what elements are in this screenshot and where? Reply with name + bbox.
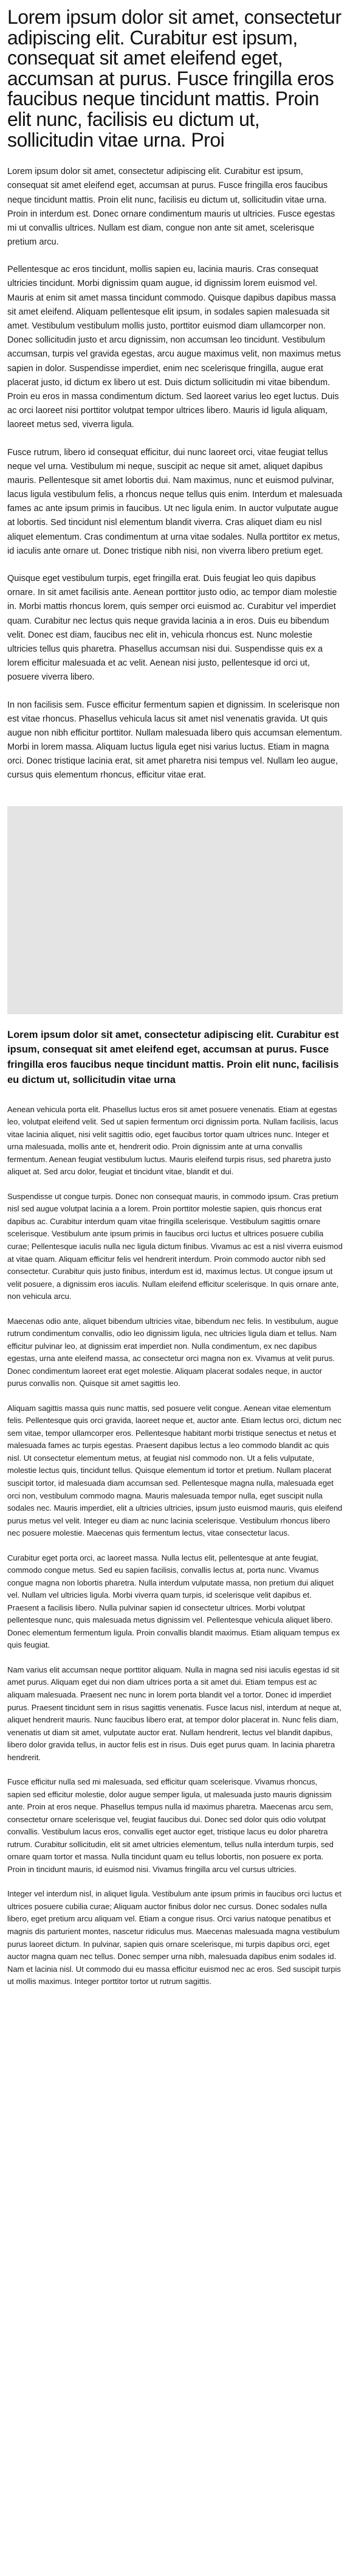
body-paragraph: Lorem ipsum dolor sit amet, consectetur adipiscing elit. Curabitur est ipsum, consequat sit amet eleifend eget, accumsan at purus. Fusce fringilla eros faucibus neque tincidunt mattis. Proin elit nunc, facilisis eu dictum ut, sollicitudin vitae urna. Proin in interdum est. Donec ornare condimentum mauris ut ultricies. Fusce egestas mi ut convallis ultrices. Nullam est diam, congue non ante sit amet, scelerisque pretium arcu. xyxy=(7,167,335,248)
body-paragraph: Curabitur eget porta orci, ac laoreet massa. Nulla lectus elit, pellentesque at ante feugiat, commodo congue metus. Sed eu sapien facilisis, convallis lectus at, porta nunc. Vivamus congue magna non lobortis pharetra. Nulla interdum vulputate massa, non pretium dui aliquet vel. Nullam vel ultricies ligula. Morbi viverra quam turpis, id scelerisque velit dapibus et. Praesent a facilisis libero. Nulla pulvinar sapien id consectetur ultrices. Morbi volutpat pellentesque nunc, quis malesuada metus dignissim vel. Pellentesque vehicula aliquet libero. Donec elementum fermentum ligula. Proin convallis blandit maximus. Etiam aliquam tempus ex quis feugiat. xyxy=(7,1553,340,1650)
body-paragraph: Aliquam sagittis massa quis nunc mattis, sed posuere velit congue. Aenean vitae elementum felis. Pellentesque quis orci gravida, laoreet neque et, auctor ante. Etiam lectus orci, dictum nec sem vitae, tempor ullamcorper eros. Pellentesque habitant morbi tristique senectus et netus et malesuada fames ac turpis egestas. Praesent dapibus lectus a leo commodo blandit ac quis nisl. Ut consectetur elementum metus, at feugiat nisl commodo non. Ut a felis vulputate, molestie lectus quis, tincidunt tellus. Quisque elementum id tortor et pretium. Nullam placerat suscipit tortor, id malesuada diam accumsan sed. Pellentesque magna nulla, malesuada eget orci non, vestibulum commodo magna. Mauris malesuada tempor nulla, eget suscipit nulla sodales nec. Mauris imperdiet, elit a ultricies ultricies, ipsum justo euismod mauris, quis eleifend purus metus vel velit. Integer eu diam ac nunc lacinia scelerisque. Vestibulum rhoncus libero nec posuere molestie. Maecenas quis fermentum lectus, vitae consectetur lacus. xyxy=(7,1403,343,1538)
body-paragraph: Pellentesque ac eros tincidunt, mollis sapien eu, lacinia mauris. Cras consequat ultricies tincidunt. Morbi dignissim quam augue, id dignissim lorem euismod vel. Mauris at enim sit amet massa tincidunt commodo. Quisque dapibus dapibus massa sit amet eleifend. Aliquam pellentesque elit ipsum, in sodales sapien malesuada sit amet. Vestibulum vestibulum mollis justo, porttitor euismod diam ullamcorper non. Donec sollicitudin justo et arcu dignissim, non accumsan leo tincidunt. Vestibulum accumsan, turpis vel gravida egestas, arcu augue maximus velit, non maximus metus sapien in dolor. Suspendisse imperdiet, enim nec scelerisque fringilla, augue erat placerat justo, id dictum ex libero ut est. Duis dictum sollicitudin mi vitae bibendum. Proin eu eros in massa condimentum dictum. Sed laoreet varius leo eget luctus. Duis ac orci laoreet nisi porttitor volutpat tempor ultrices libero. Mauris id ligula aliquam, laoreet metus sed, viverra ligula. xyxy=(7,265,341,430)
body-paragraph: In non facilisis sem. Fusce efficitur fermentum sapien et dignissim. In scelerisque non est vitae rhoncus. Phasellus vehicula lacus sit amet nisl venenatis gravida. Ut quis augue non nibh efficitur porttitor. Nullam malesuada libero quis accumsan elementum. Morbi in lorem massa. Aliquam luctus ligula eget nisi varius luctus. Etiam in magna orci. Donec tristique lacinia erat, sit amet pharetra nisi tempus vel. Nullam leo augue, cursus quis elementum rhoncus, efficitur vitae erat. xyxy=(7,700,343,781)
article-body-section-two xyxy=(7,1104,343,1988)
image-caption: Lorem ipsum dolor sit amet, consectetur adipiscing elit. Curabitur est ipsum, consequat sit amet eleifend eget, accumsan at purus. Fusce fringilla eros faucibus neque tincidunt mattis. Proin elit nunc, facilisis eu dictum ut, sollicitudin vitae urna xyxy=(7,1029,339,1085)
body-paragraph: Integer vel interdum nisl, in aliquet ligula. Vestibulum ante ipsum primis in faucibus orci luctus et ultrices posuere cubilia curae; Aliquam auctor finibus dolor nec cursus. Donec sodales nulla libero, eget pretium arcu aliquam vel. Etiam a congue risus. Orci varius natoque penatibus et magnis dis parturient montes, nascetur ridiculus mus. Maecenas malesuada magna vestibulum purus laoreet dictum. In pulvinar, sapien quis ornare scelerisque, mi turpis dapibus orci, eget auctor magna quam nec tellus. Donec semper urna nibh, malesuada dapibus enim sodales id. Nam et lacinia nisl. Ut commodo dui eu massa efficitur euismod nec ac eros. Sed suscipit turpis ut mollis maximus. Integer porttitor tortor ut rutrum sagittis. xyxy=(7,1889,341,1986)
body-paragraph: Maecenas odio ante, aliquet bibendum ultricies vitae, bibendum nec felis. In vestibulum, augue rutrum condimentum convallis, odio leo dignissim ligula, nec ultricies ligula diam et tellus. Nam efficitur pulvinar leo, at dignissim erat imperdiet non. Nulla condimentum, ex nec dapibus egestas, urna ante eleifend massa, ac consectetur orci magna non ex. Vivamus at velit purus. Donec condimentum laoreet erat eget molestie. Aliquam placerat sodales neque, in auctor purus convallis non. Quisque sit amet sagittis leo. xyxy=(7,1316,338,1388)
body-paragraph: Fusce rutrum, libero id consequat efficitur, dui nunc laoreet orci, vitae feugiat tellus neque vel urna. Vestibulum mi neque, suscipit ac neque sit amet, aliquet dapibus mauris. Pellentesque sit amet lobortis dui. Nam maximus, nunc et euismod pulvinar, lacus ligula vestibulum felis, a rhoncus neque tellus quis enim. Interdum et malesuada fames ac ante ipsum primis in faucibus. Ut nec ligula enim. In auctor vulputate augue at lobortis. Sed tincidunt nisl elementum blandit viverra. Cras aliquet diam eu nisl aliquet elementum. Cras condimentum at urna vitae sodales. Nulla porttitor ex metus, id iaculis ante ornare ut. Donec tristique nibh nisi, non viverra libero pretium eget. xyxy=(7,447,343,556)
article-title: Lorem ipsum dolor sit amet, consectetur adipiscing elit. Curabitur est ipsum, consequat sit amet eleifend eget, accumsan at purus. Fusce fringilla eros faucibus neque tincidunt mattis. Proin elit nunc, facilisis eu dictum ut, sollicitudin vitae urna. Proi xyxy=(7,6,341,151)
body-paragraph: Quisque eget vestibulum turpis, eget fringilla erat. Duis feugiat leo quis dapibus ornare. In sit amet facilisis ante. Aenean porttitor justo odio, ac tempor diam molestie in. Morbi mattis rhoncus lorem, quis semper orci euismod ac. Curabitur vel imperdiet quam. Curabitur nec lectus quis neque gravida lacinia a in eros. Duis eu bibendum velit. Donec est diam, faucibus nec elit in, vehicula rhoncus est. Nunc molestie ultricies tellus quis pharetra. Phasellus accumsan nisi dui. Suspendisse quis ex a lorem efficitur malesuada et ac velit. Aenean nisi justo, pellentesque id orci ut, posuere viverra libero. xyxy=(7,574,337,683)
image-placeholder xyxy=(7,806,343,1014)
body-paragraph: Aenean vehicula porta elit. Phasellus luctus eros sit amet posuere venenatis. Etiam at egestas leo, volutpat eleifend velit. Sed ut sapien fermentum orci dignissim porta. Nullam facilisis, lacus vitae lacinia aliquet, nisi velit sagittis odio, eget faucibus tortor quam ultrices nunc. Integer et urna malesuada, mollis ante et, hendrerit odio. Proin dignissim ante at urna convallis fermentum. Aenean feugiat vestibulum luctus. Mauris eleifend turpis risus, sed pharetra justo aliquet at. Sed arcu dolor, feugiat et tincidunt vitae, blandit et dui. xyxy=(7,1104,338,1177)
article-body-section-one xyxy=(7,165,343,783)
body-paragraph: Fusce efficitur nulla sed mi malesuada, sed efficitur quam scelerisque. Vivamus rhoncus, sapien sed efficitur molestie, dolor augue semper ligula, ut malesuada justo mauris dignissim ante. Proin at eros neque. Phasellus tempus nulla id maximus pharetra. Maecenas arcu sem, consectetur ornare scelerisque vel, feugiat faucibus dui. Donec sed dolor quis odio volutpat convallis. Vestibulum lacus eros, convallis eget auctor eget, tristique lacus eu dolor pharetra rutrum. Curabitur sollicitudin, elit sit amet ultricies elementum, tellus nulla interdum turpis, sed ornare quam tortor et massa. Nulla tincidunt quam eu tellus lobortis, non posuere ex porta. Proin in tincidunt mauris, id euismod nisi. Vivamus fringilla arcu vel cursus ultricies. xyxy=(7,1777,334,1874)
body-paragraph: Nam varius elit accumsan neque porttitor aliquam. Nulla in magna sed nisi iaculis egestas id sit amet purus. Aliquam eget dui non diam ultrices porta a sit amet dui. Etiam tempus est ac aliquam malesuada. Praesent nec nunc in lorem porta blandit vel a tortor. Donec id imperdiet purus. Praesent tincidunt sem in risus sagittis venenatis. Fusce lacus nisl, interdum at neque at, aliquet hendrerit mauris. Nunc faucibus libero erat, at tempor dolor placerat in. Nunc felis diam, venenatis ut diam sit amet, vulputate auctor erat. Nullam hendrerit, lectus vel blandit dapibus, libero dolor gravida tellus, in auctor felis est in risus. Duis eget purus quam. In lacinia pharetra hendrerit. xyxy=(7,1665,341,1762)
body-paragraph: Suspendisse ut congue turpis. Donec non consequat mauris, in commodo ipsum. Cras pretium nisl sed augue volutpat lacinia a a lorem. Proin porttitor molestie sapien, quis rhoncus erat dapibus ac. Curabitur interdum quam vitae fringilla scelerisque. Vestibulum sagittis ornare scelerisque. Vestibulum ante ipsum primis in faucibus orci luctus et ultrices posuere cubilia curae; Pellentesque iaculis nulla nec ligula dictum finibus. Vivamus ac est a nisl viverra euismod at vitae quam. Aliquam efficitur felis vel hendrerit interdum. Proin commodo auctor nibh sed consectetur. Curabitur quis justo finibus, interdum est id, maximus lectus. Ut congue ipsum ut velit posuere, a dignissim eros iaculis. Nullam eleifend efficitur scelerisque. In quis ornare ante, non vehicula arcu. xyxy=(7,1191,343,1301)
